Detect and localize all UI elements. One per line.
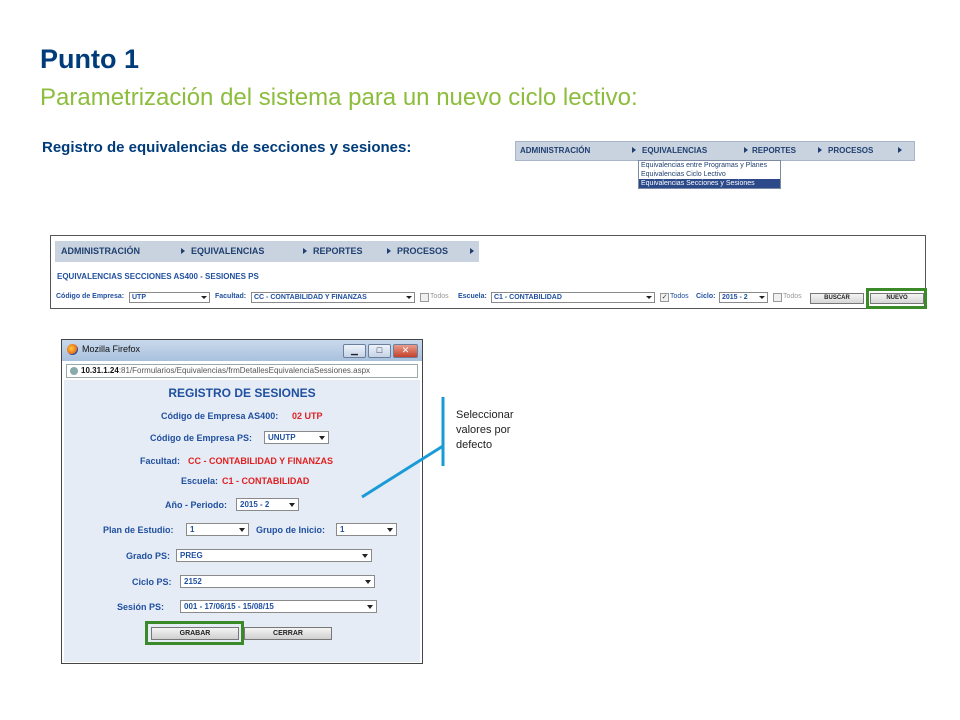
escuela-label: Escuela: <box>458 293 487 300</box>
facultad-value: CC - CONTABILIDAD Y FINANZAS <box>254 294 367 301</box>
sesion-ps-value: 001 - 17/06/15 - 15/08/15 <box>184 602 274 611</box>
buscar-button[interactable]: BUSCAR <box>810 293 864 304</box>
menu-item-equivalencias[interactable]: EQUIVALENCIAS <box>642 146 708 155</box>
menu-item-procesos[interactable]: PROCESOS <box>397 246 449 256</box>
url-path: :81/Formularios/Equivalencias/frmDetallesEquivalenciaSessiones.aspx <box>118 366 371 375</box>
close-icon[interactable]: ✕ <box>393 344 418 358</box>
ciclo-ps-value: 2152 <box>184 577 202 586</box>
annotation-text <box>456 408 513 453</box>
codigo-ps-label: Código de Empresa PS: <box>150 433 253 443</box>
escuela-value: C1 - CONTABILIDAD <box>494 294 562 301</box>
menu-item-reportes[interactable]: REPORTES <box>313 246 363 256</box>
menu-item-administracion[interactable]: ADMINISTRACIÓN <box>520 146 591 155</box>
todos-checkbox-escuela[interactable]: ✓ <box>661 294 668 301</box>
todos-label: Todos <box>430 293 449 300</box>
anio-periodo-value: 2015 - 2 <box>240 500 270 509</box>
ciclo-value: 2015 - 2 <box>722 294 748 301</box>
escuela-value: C1 - CONTABILIDAD <box>222 476 310 486</box>
maximize-icon[interactable]: □ <box>368 344 391 358</box>
ciclo-ps-label: Ciclo PS: <box>132 577 172 587</box>
cerrar-button[interactable]: CERRAR <box>244 627 332 640</box>
slide-title: Punto 1 <box>40 44 139 74</box>
facultad-value: CC - CONTABILIDAD Y FINANZAS <box>188 456 333 466</box>
minimize-icon[interactable]: ▁ <box>343 344 366 358</box>
grado-ps-value: PREG <box>180 551 203 560</box>
facultad-label: Facultad: <box>140 456 181 466</box>
codigo-ps-value: UNUTP <box>268 433 296 442</box>
panel-heading: EQUIVALENCIAS SECCIONES AS400 - SESIONES PS <box>57 272 259 281</box>
grabar-button[interactable]: GRABAR <box>151 627 239 640</box>
dropdown-item-programas[interactable]: Equivalencias entre Programas y Planes <box>641 162 768 169</box>
dropdown-item-secciones[interactable]: Equivalencias Secciones y Sesiones <box>639 179 780 188</box>
annotation-line-3: defecto <box>456 439 493 451</box>
annotation-line-2: valores por <box>456 424 511 436</box>
grupo-inicio-value: 1 <box>340 525 345 534</box>
url-host: 10.31.1.24 <box>81 366 119 375</box>
codigo-as400-label: Código de Empresa AS400: <box>161 411 279 421</box>
facultad-label: Facultad: <box>215 293 247 300</box>
slide-subtitle: Parametrización del sistema para un nuevo ciclo lectivo: <box>40 84 638 111</box>
todos-label: Todos <box>783 293 802 300</box>
section-label: Registro de equivalencias de secciones y sesiones: <box>42 139 412 156</box>
menu-item-reportes[interactable]: REPORTES <box>752 146 797 155</box>
codigo-as400-value: 02 UTP <box>292 411 323 421</box>
grado-ps-label: Grado PS: <box>126 551 171 561</box>
annotation-line-1: Seleccionar <box>456 409 514 421</box>
nuevo-button[interactable]: NUEVO <box>870 293 924 304</box>
dropdown-item-ciclo[interactable]: Equivalencias Ciclo Lectivo <box>641 171 726 178</box>
grupo-inicio-label: Grupo de Inicio: <box>256 525 325 535</box>
form-title: REGISTRO DE SESIONES <box>168 386 316 400</box>
menu-item-administracion[interactable]: ADMINISTRACIÓN <box>61 246 140 256</box>
callout-pointer <box>362 446 443 497</box>
menu-item-procesos[interactable]: PROCESOS <box>828 146 874 155</box>
todos-label: Todos <box>670 293 689 300</box>
menu-item-equivalencias[interactable]: EQUIVALENCIAS <box>191 246 265 256</box>
codigo-empresa-value: UTP <box>132 294 146 301</box>
plan-estudio-value: 1 <box>190 525 195 534</box>
escuela-label: Escuela: <box>181 476 219 486</box>
anio-periodo-label: Año - Periodo: <box>165 500 227 510</box>
sesion-ps-label: Sesión PS: <box>117 602 165 612</box>
plan-estudio-label: Plan de Estudio: <box>103 525 174 535</box>
window-title: Mozilla Firefox <box>82 344 141 354</box>
ciclo-label: Ciclo: <box>696 293 716 300</box>
codigo-empresa-label: Código de Empresa: <box>56 293 125 300</box>
